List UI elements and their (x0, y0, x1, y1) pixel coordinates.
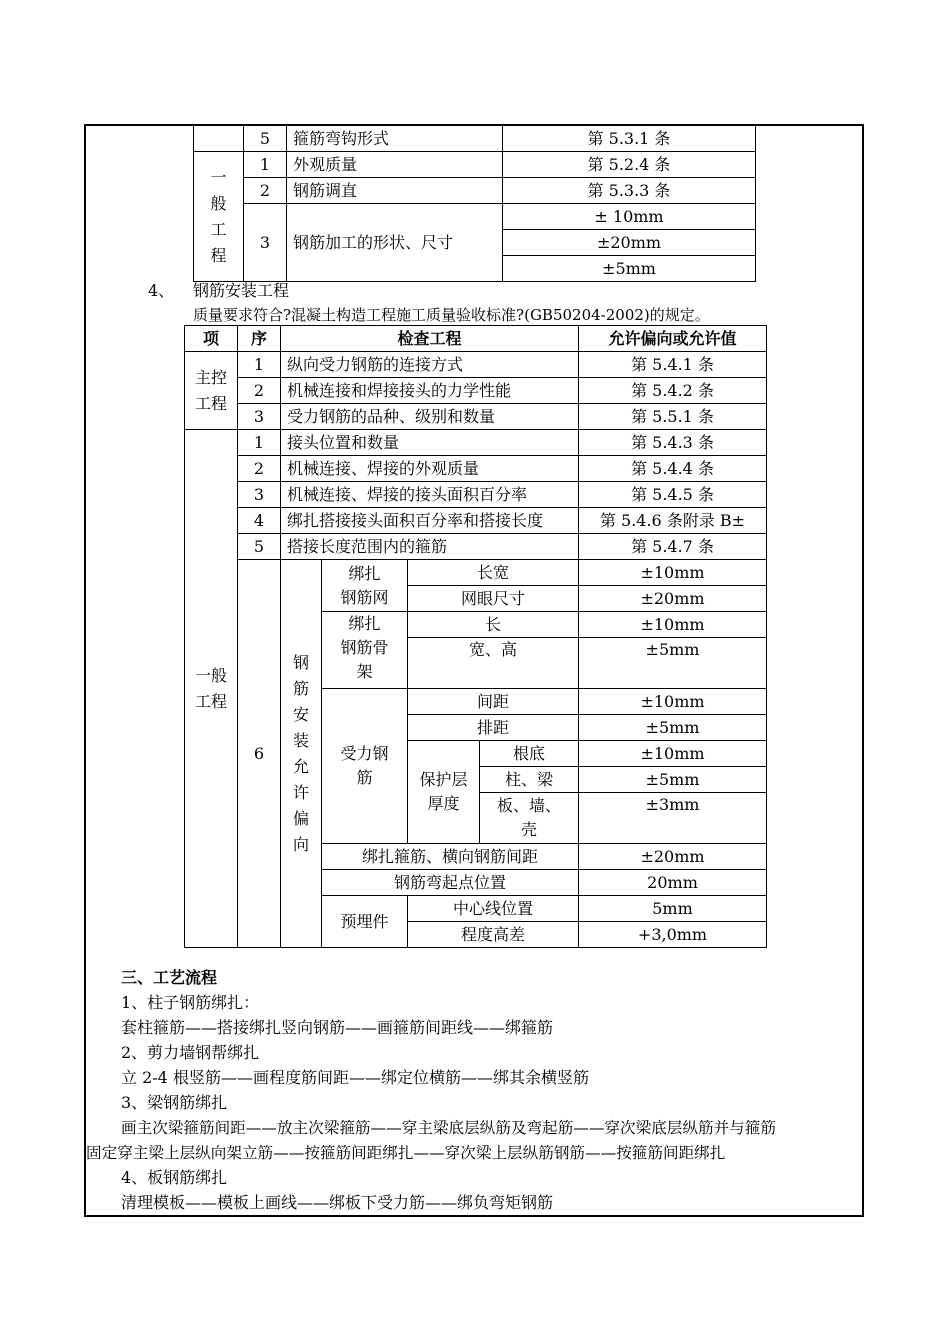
category-cell (194, 126, 244, 152)
check-item: 钢筋加工的形状、尺寸 (287, 204, 503, 282)
row-number: 3 (244, 204, 287, 282)
row-number: 1 (238, 430, 281, 456)
check-item: 受力钢筋的品种、级别和数量 (281, 404, 579, 430)
check-item: 绑扎搭接接头面积百分率和搭接长度 (281, 508, 579, 534)
general-category-label: 一般工程 (185, 430, 238, 948)
check-value: ± 10mm (503, 204, 756, 230)
check-value: ±5mm (579, 767, 767, 793)
table-row (185, 378, 767, 404)
check-value: ±10mm (579, 741, 767, 767)
bend-point-position: 钢筋弯起点位置 (322, 870, 579, 896)
check-value: ±10mm (579, 560, 767, 586)
check-value: 第 5.5.1 条 (579, 404, 767, 430)
process-line: 画主次梁箍筋间距——放主次梁箍筋——穿主梁底层纵筋及弯起筋——穿次梁底层纵筋并与箍筋 (121, 1119, 776, 1137)
row-number: 2 (244, 178, 287, 204)
header-check-item: 检查工程 (281, 326, 579, 352)
section-number: 4、 (148, 281, 175, 300)
table-row (185, 430, 767, 456)
check-item: 机械连接、焊接的接头面积百分率 (281, 482, 579, 508)
check-item: 纵向受力钢筋的连接方式 (281, 352, 579, 378)
check-item: 箍筋弯钩形式 (287, 126, 503, 152)
cover-slab-wall-shell: 板、墙、 壳 (480, 793, 579, 844)
header-number: 序 (238, 326, 281, 352)
check-value: ±3mm (579, 793, 767, 844)
check-value: ±20mm (503, 230, 756, 256)
check-value: 第 5.4.1 条 (579, 352, 767, 378)
row-number: 5 (238, 534, 281, 560)
table-row (194, 204, 756, 230)
mesh-size: 网眼尺寸 (408, 586, 579, 612)
check-value: 第 5.3.1 条 (503, 126, 756, 152)
check-value: 第 5.4.7 条 (579, 534, 767, 560)
section-title: 钢筋安装工程 (193, 281, 290, 300)
check-value: 第 5.4.4 条 (579, 456, 767, 482)
frame-label: 绑扎 钢筋骨 架 (322, 612, 408, 689)
process-line: 固定穿主梁上层纵向架立筋——按箍筋间距绑扎——穿次梁上层纵筋钢筋——按箍筋间距绑扎 (86, 1144, 726, 1162)
process-line: 4、板钢筋绑扎 (121, 1168, 228, 1187)
table-row (185, 508, 767, 534)
stirrup-spacing: 绑扎箍筋、横向钢筋间距 (322, 844, 579, 870)
check-value: 第 5.2.4 条 (503, 152, 756, 178)
check-value: 第 5.3.3 条 (503, 178, 756, 204)
rebar-installation-table (184, 325, 767, 948)
check-item: 机械连接和焊接接头的力学性能 (281, 378, 579, 404)
check-value: +3,0mm (579, 922, 767, 948)
check-value: ±5mm (579, 715, 767, 741)
process-line: 套柱箍筋——搭接绑扎竖向钢筋——画箍筋间距线——绑箍筋 (121, 1018, 554, 1037)
check-value: 第 5.4.6 条附录 B± (579, 508, 767, 534)
check-value: ±5mm (503, 256, 756, 282)
row-number: 5 (244, 126, 287, 152)
check-item: 接头位置和数量 (281, 430, 579, 456)
table-row (185, 534, 767, 560)
rebar-processing-table (193, 125, 756, 282)
rebar-label: 受力钢 筋 (322, 689, 408, 844)
embedded-center-position: 中心线位置 (408, 896, 579, 922)
installation-deviation-label: 钢 筋 安 装 允 许 偏 向 (281, 560, 322, 948)
process-heading: 三、工艺流程 (121, 968, 218, 987)
check-value: 第 5.4.2 条 (579, 378, 767, 404)
check-value: ±10mm (579, 612, 767, 638)
table-header-row (185, 326, 767, 352)
table-row (185, 482, 767, 508)
table-row (194, 152, 756, 178)
check-item: 外观质量 (287, 152, 503, 178)
header-allowed-value: 允许偏向或允许值 (579, 326, 767, 352)
general-category-label: 一 般 工 程 (194, 152, 244, 282)
quality-note: 质量要求符合?混凝土构造工程施工质量验收标准?(GB50204-2002)的规定。 (193, 306, 710, 324)
check-value: ±10mm (579, 689, 767, 715)
table-row (194, 126, 756, 152)
process-line: 2、剪力墙钢帮绑扎 (121, 1043, 260, 1062)
rebar-spacing: 间距 (408, 689, 579, 715)
cover-base: 根底 (480, 741, 579, 767)
embedded-height-difference: 程度高差 (408, 922, 579, 948)
check-value: 20mm (579, 870, 767, 896)
table-row (185, 404, 767, 430)
check-value: 5mm (579, 896, 767, 922)
check-item: 钢筋调直 (287, 178, 503, 204)
frame-width-height: 宽、高 (408, 638, 579, 689)
row-number: 1 (244, 152, 287, 178)
table-row (185, 560, 767, 586)
process-line: 清理模板——模板上画线——绑板下受力筋——绑负弯矩钢筋 (121, 1193, 554, 1212)
row-number: 2 (238, 378, 281, 404)
process-line: 1、柱子钢筋绑扎： (121, 993, 260, 1012)
row-number: 4 (238, 508, 281, 534)
check-value: 第 5.4.5 条 (579, 482, 767, 508)
process-line: 立 2-4 根竖筋——画程度筋间距——绑定位横筋——绑其余横竖筋 (121, 1068, 589, 1087)
cover-thickness-label: 保护层 厚度 (408, 741, 480, 844)
header-category: 项 (185, 326, 238, 352)
row-number: 1 (238, 352, 281, 378)
rebar-row-spacing: 排距 (408, 715, 579, 741)
row-number: 2 (238, 456, 281, 482)
check-item: 机械连接、焊接的外观质量 (281, 456, 579, 482)
check-value: 第 5.4.3 条 (579, 430, 767, 456)
mesh-length: 长宽 (408, 560, 579, 586)
table-row (194, 178, 756, 204)
frame-length: 长 (408, 612, 579, 638)
table-row (185, 456, 767, 482)
mesh-label: 绑扎 钢筋网 (322, 560, 408, 612)
check-item: 搭接长度范围内的箍筋 (281, 534, 579, 560)
check-value: ±5mm (579, 638, 767, 689)
main-category-label: 主控工程 (185, 352, 238, 430)
row-number: 6 (238, 560, 281, 948)
check-value: ±20mm (579, 844, 767, 870)
row-number: 3 (238, 482, 281, 508)
row-number: 3 (238, 404, 281, 430)
embedded-part-label: 预埋件 (322, 896, 408, 948)
cover-column-beam: 柱、梁 (480, 767, 579, 793)
check-value: ±20mm (579, 586, 767, 612)
process-line: 3、梁钢筋绑扎 (121, 1093, 228, 1112)
table-row (185, 352, 767, 378)
